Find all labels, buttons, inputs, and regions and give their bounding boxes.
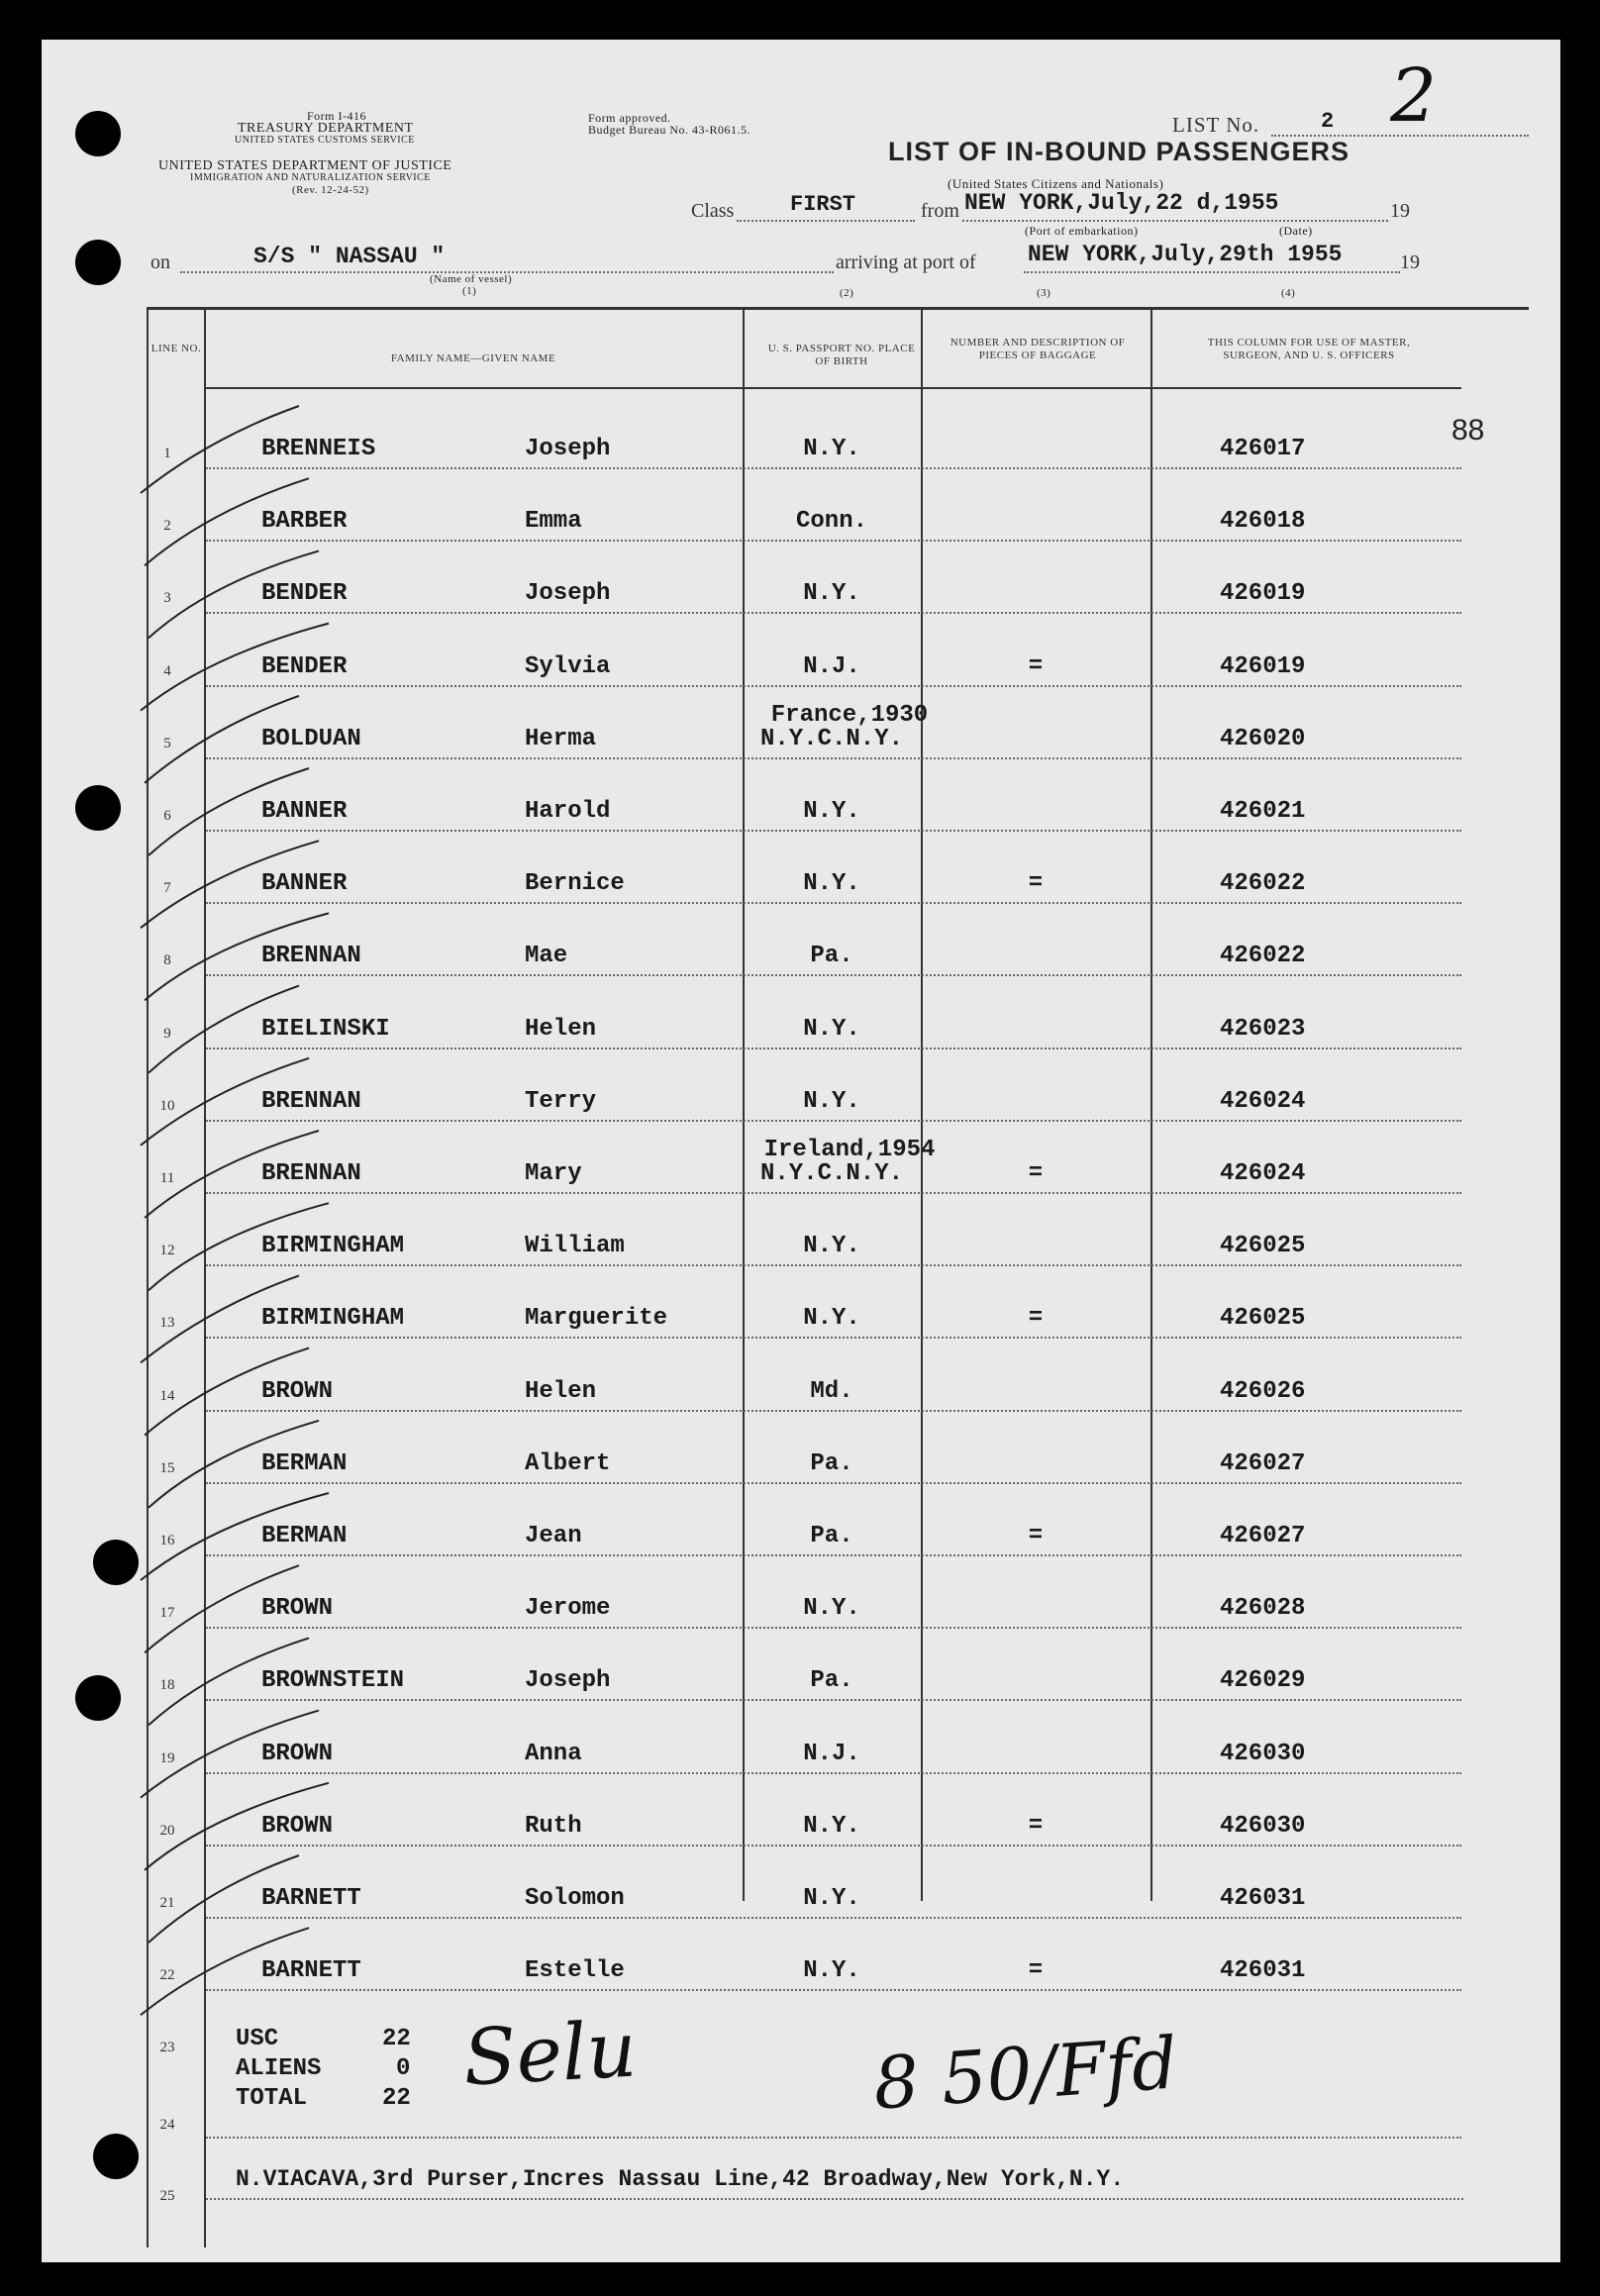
- row-divider: [206, 467, 1461, 469]
- baggage-mark: =: [1028, 1160, 1044, 1187]
- passport-number: 426024: [1220, 1160, 1306, 1187]
- given-name: William: [525, 1233, 625, 1260]
- passport-number: 426028: [1220, 1595, 1306, 1623]
- vessel-caption: (Name of vessel): [430, 273, 513, 285]
- passport-number: 426017: [1220, 436, 1306, 462]
- line-number: 13: [159, 1315, 175, 1332]
- given-name: Bernice: [525, 870, 625, 898]
- punch-hole: [75, 1675, 121, 1721]
- passport-number: 426019: [1220, 580, 1306, 608]
- passport-number: 426019: [1220, 652, 1306, 680]
- birth-place: N.J.: [803, 1740, 860, 1767]
- col-header-passport: U. S. PASSPORT NO. PLACE OF BIRTH: [767, 343, 916, 367]
- list-label: LIST No.: [1172, 113, 1260, 137]
- baggage-mark: =: [1028, 652, 1044, 680]
- given-name: Helen: [525, 1377, 597, 1405]
- passport-number: 426030: [1220, 1740, 1306, 1767]
- birth-place: Md.: [810, 1377, 853, 1405]
- given-name: Mary: [525, 1160, 582, 1187]
- given-name: Ruth: [525, 1812, 582, 1840]
- baggage-mark: =: [1028, 1523, 1044, 1549]
- vessel-name: S/S " NASSAU ": [253, 244, 446, 269]
- line-number: 20: [159, 1822, 175, 1839]
- row-divider: [206, 685, 1461, 687]
- family-name: BERMAN: [261, 1523, 348, 1549]
- row-divider: [206, 1337, 1461, 1339]
- birth-place: Pa.: [810, 1667, 853, 1695]
- given-name: Joseph: [525, 436, 611, 462]
- customs-service: UNITED STATES CUSTOMS SERVICE: [235, 135, 415, 146]
- birth-place: N.Y.: [803, 1015, 860, 1043]
- line-number: 14: [159, 1387, 175, 1404]
- given-name: Marguerite: [525, 1305, 668, 1333]
- birth-place: Pa.: [810, 1523, 853, 1549]
- birth-place: N.Y.: [803, 1233, 860, 1260]
- vessel-caption-number: (1): [462, 285, 477, 297]
- family-name: BENDER: [261, 652, 348, 680]
- handwritten-note: 8 50/Ffd: [870, 2021, 1180, 2126]
- margin-number: 88: [1451, 414, 1485, 447]
- manifest-sheet: [42, 40, 1560, 2262]
- family-name: BRENNEIS: [261, 436, 376, 462]
- table-top-border: [147, 307, 1529, 310]
- line-number: 19: [159, 1749, 175, 1766]
- col-header-baggage: NUMBER AND DESCRIPTION OF PIECES OF BAGGAGE: [950, 337, 1126, 361]
- list-number-handwritten: 2: [1390, 53, 1438, 139]
- given-name: Joseph: [525, 580, 611, 608]
- given-name: Jerome: [525, 1595, 611, 1623]
- birth-place: N.Y.: [803, 798, 860, 825]
- family-name: BOLDUAN: [261, 725, 361, 752]
- line-number: 4: [163, 662, 171, 679]
- row-divider: [206, 1264, 1461, 1266]
- birth-place: N.Y.: [803, 1812, 860, 1840]
- line-number: 8: [163, 952, 171, 969]
- family-name: BIRMINGHAM: [261, 1233, 405, 1260]
- row-divider: [206, 1410, 1461, 1412]
- line-number: 24: [159, 2117, 175, 2134]
- row-divider: [206, 540, 1461, 542]
- line-number: 2: [163, 518, 171, 535]
- total-value-usc: 22: [382, 2026, 411, 2052]
- passport-number: 426031: [1220, 1957, 1306, 1985]
- row-divider: [206, 1699, 1461, 1701]
- signature: Selu: [460, 2005, 640, 2104]
- class-label: Class: [691, 200, 735, 222]
- passport-number: 426022: [1220, 870, 1306, 898]
- given-name: Herma: [525, 725, 597, 752]
- family-name: BANNER: [261, 798, 348, 825]
- row-divider: [206, 1120, 1461, 1122]
- treasury-dept: TREASURY DEPARTMENT: [238, 121, 414, 136]
- line-number: 12: [159, 1243, 175, 1259]
- col3-number: (3): [1037, 287, 1051, 299]
- line-number: 1: [163, 446, 171, 461]
- row-divider: [206, 1192, 1461, 1194]
- passport-number: 426021: [1220, 798, 1306, 825]
- given-name: Estelle: [525, 1957, 625, 1985]
- row-divider: [206, 1048, 1461, 1049]
- col4-number: (4): [1281, 287, 1296, 299]
- col-header-line-no: LINE NO.: [150, 343, 202, 354]
- line-number: 5: [163, 735, 171, 751]
- justice-dept: UNITED STATES DEPARTMENT OF JUSTICE: [158, 158, 452, 173]
- birth-place: Pa.: [810, 943, 853, 970]
- punch-hole: [75, 111, 121, 156]
- given-name: Emma: [525, 508, 582, 536]
- class-value: FIRST: [790, 192, 856, 217]
- family-name: BIRMINGHAM: [261, 1305, 405, 1333]
- from-label: from: [921, 200, 959, 222]
- family-name: BENDER: [261, 580, 348, 608]
- baggage-mark: =: [1028, 1812, 1044, 1840]
- line-number: 10: [159, 1097, 175, 1114]
- line-number: 6: [163, 808, 171, 824]
- arrival-value: NEW YORK,July,29th 1955: [1028, 242, 1343, 267]
- family-name: BROWNSTEIN: [261, 1667, 405, 1695]
- baggage-mark: =: [1028, 870, 1044, 898]
- list-number: 2: [1321, 109, 1335, 134]
- line-number: 3: [163, 590, 171, 607]
- birth-place-line2: N.Y.C.N.Y.: [759, 1160, 904, 1187]
- birth-place-line2: N.Y.C.N.Y.: [759, 725, 904, 752]
- given-name: Jean: [525, 1523, 582, 1549]
- passport-number: 426022: [1220, 943, 1306, 970]
- birth-place: N.Y.: [803, 1305, 860, 1333]
- row-divider: [206, 757, 1461, 759]
- line-number: 17: [159, 1605, 175, 1622]
- given-name: Joseph: [525, 1667, 611, 1695]
- date-caption: (Date): [1279, 224, 1313, 238]
- form-number: Form I-416: [307, 109, 366, 123]
- given-name: Mae: [525, 943, 568, 970]
- family-name: BROWN: [261, 1812, 334, 1840]
- passport-number: 426030: [1220, 1812, 1306, 1840]
- given-name: Sylvia: [525, 652, 611, 680]
- line-number: 23: [159, 2040, 175, 2056]
- col-header-officers: THIS COLUMN FOR USE OF MASTER, SURGEON, AND U. S. OFFICERS: [1207, 337, 1411, 361]
- row-divider: [206, 1482, 1461, 1484]
- passport-number: 426029: [1220, 1667, 1306, 1695]
- row-divider: [206, 1627, 1461, 1629]
- family-name: BIELINSKI: [261, 1015, 390, 1043]
- col-header-name: FAMILY NAME—GIVEN NAME: [390, 352, 556, 364]
- year-suffix: 19: [1390, 200, 1410, 222]
- line-number: 9: [163, 1025, 171, 1042]
- birth-place-line1: Ireland,1954: [763, 1137, 936, 1163]
- row-divider: [206, 974, 1461, 976]
- port-embarkation-caption: (Port of embarkation): [1025, 224, 1139, 238]
- punch-hole: [93, 1540, 139, 1585]
- row-divider: [206, 1917, 1461, 1919]
- family-name: BARNETT: [261, 1957, 361, 1985]
- passport-number: 426020: [1220, 725, 1306, 752]
- passport-number: 426023: [1220, 1015, 1306, 1043]
- given-name: Terry: [525, 1087, 597, 1115]
- passport-number: 426025: [1220, 1233, 1306, 1260]
- given-name: Solomon: [525, 1885, 625, 1912]
- total-label-aliens: ALIENS: [236, 2055, 322, 2082]
- row-divider: [206, 2137, 1461, 2139]
- total-value-aliens: 0: [396, 2055, 411, 2082]
- page-subtitle: (United States Citizens and Nationals): [948, 176, 1164, 191]
- row-divider: [206, 1772, 1461, 1774]
- page-title: LIST OF IN-BOUND PASSENGERS: [888, 137, 1350, 166]
- row-divider: [206, 1845, 1461, 1847]
- total-value-total: 22: [382, 2085, 411, 2112]
- given-name: Anna: [525, 1740, 582, 1767]
- passport-number: 426025: [1220, 1305, 1306, 1333]
- birth-place: N.Y.: [803, 1885, 860, 1912]
- birth-place-line1: France,1930: [770, 701, 929, 729]
- arrival-year-suffix: 19: [1400, 251, 1420, 273]
- row-divider: [206, 902, 1461, 904]
- on-label: on: [150, 251, 170, 273]
- family-name: BROWN: [261, 1595, 334, 1623]
- line-number: 25: [159, 2188, 175, 2205]
- given-name: Helen: [525, 1015, 597, 1043]
- birth-place: N.Y.: [803, 870, 860, 898]
- passport-number: 426018: [1220, 508, 1306, 536]
- passport-number: 426031: [1220, 1885, 1306, 1912]
- baggage-mark: =: [1028, 1305, 1044, 1333]
- family-name: BERMAN: [261, 1449, 348, 1477]
- total-label-total: TOTAL: [236, 2085, 308, 2112]
- birth-place: N.Y.: [803, 1595, 860, 1623]
- given-name: Harold: [525, 798, 611, 825]
- line-number: 18: [159, 1677, 175, 1694]
- birth-place: N.J.: [803, 652, 860, 680]
- birth-place: N.Y.: [803, 1087, 860, 1115]
- budget-bureau: Budget Bureau No. 43-R061.5.: [588, 123, 750, 137]
- row-divider: [206, 1554, 1461, 1556]
- given-name: Albert: [525, 1449, 611, 1477]
- line-number: 21: [159, 1895, 175, 1911]
- passport-number: 426024: [1220, 1087, 1306, 1115]
- passport-number: 426026: [1220, 1377, 1306, 1405]
- revision: (Rev. 12-24-52): [292, 184, 369, 196]
- punch-hole: [93, 2134, 139, 2179]
- birth-place: N.Y.: [803, 1957, 860, 1985]
- row-divider: [206, 830, 1461, 832]
- birth-place: Conn.: [795, 508, 867, 536]
- arriving-label: arriving at port of: [836, 251, 976, 273]
- family-name: BARBER: [261, 508, 348, 536]
- line-number: 16: [159, 1533, 175, 1548]
- row-divider: [206, 1989, 1461, 1991]
- punch-hole: [75, 785, 121, 831]
- purser-footer: N.VIACAVA,3rd Purser,Incres Nassau Line,42 Broadway,New York,N.Y.: [236, 2166, 1125, 2192]
- family-name: BRENNAN: [261, 943, 361, 970]
- family-name: BRENNAN: [261, 1087, 361, 1115]
- line-number: 7: [163, 880, 171, 897]
- total-label-usc: USC: [236, 2026, 279, 2052]
- ins-service: IMMIGRATION AND NATURALIZATION SERVICE: [190, 172, 431, 183]
- line-number: 15: [159, 1459, 175, 1476]
- baggage-mark: =: [1028, 1957, 1044, 1985]
- birth-place: Pa.: [810, 1449, 853, 1477]
- row-divider: [206, 612, 1461, 614]
- passport-number: 426027: [1220, 1523, 1306, 1549]
- punch-hole: [75, 240, 121, 285]
- family-name: BANNER: [261, 870, 348, 898]
- embarkation-value: NEW YORK,July,22 d,1955: [964, 190, 1279, 216]
- family-name: BROWN: [261, 1740, 334, 1767]
- line-number: 11: [159, 1170, 175, 1186]
- line-number: 22: [159, 1967, 175, 1984]
- family-name: BROWN: [261, 1377, 334, 1405]
- birth-place: N.Y.: [803, 436, 860, 462]
- passport-number: 426027: [1220, 1449, 1306, 1477]
- family-name: BARNETT: [261, 1885, 361, 1912]
- birth-place: N.Y.: [803, 580, 860, 608]
- col2-number: (2): [840, 287, 854, 299]
- family-name: BRENNAN: [261, 1160, 361, 1187]
- form-approved: Form approved.: [588, 111, 671, 125]
